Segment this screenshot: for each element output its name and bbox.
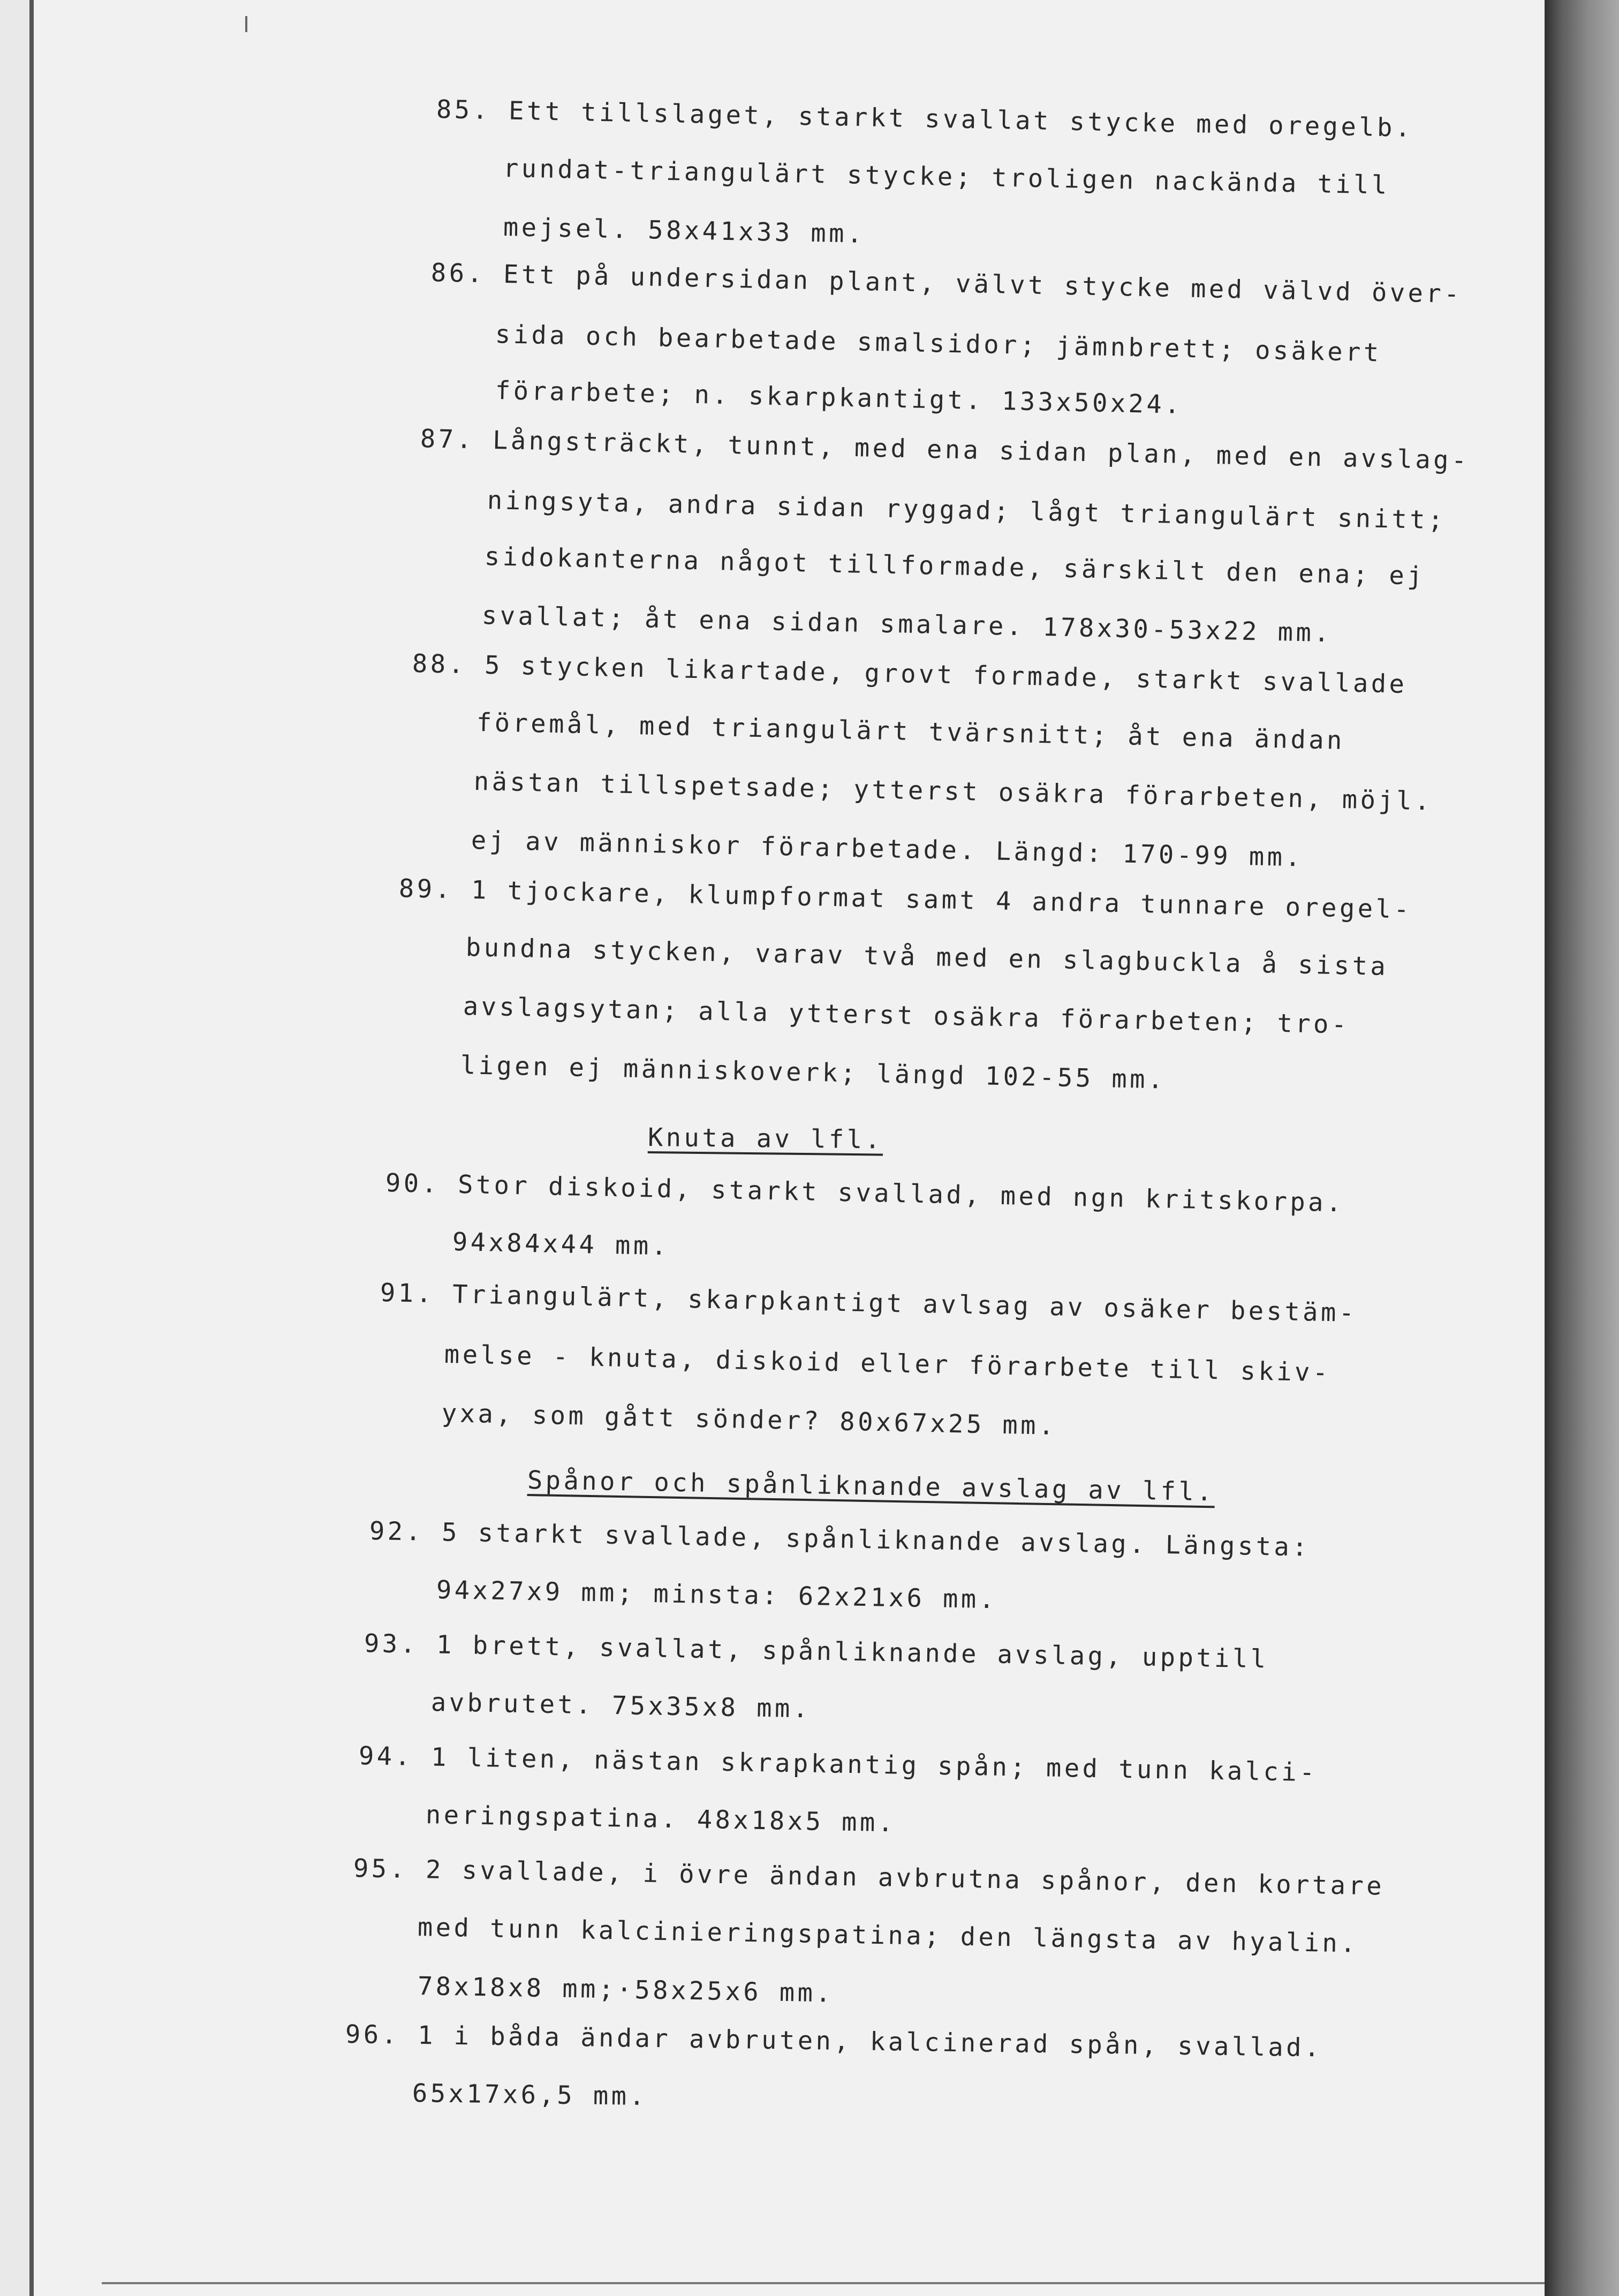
entry-93-line-1: 93. 1 brett, svallat, spånliknande avslag, upptill	[364, 1629, 1269, 1674]
entry-number: 87.	[420, 424, 475, 455]
entry-87-line-1: 87. Långsträckt, tunnt, med ena sidan plan, med en avslag-	[420, 424, 1470, 476]
entry-91-line-1: 91. Triangulärt, skarpkantigt avlsag av osäker bestäm-	[380, 1278, 1358, 1328]
entry-number: 96.	[345, 2020, 400, 2050]
entry-86-line-3: förarbete; n. skarpkantigt. 133x50x24.	[495, 376, 1183, 420]
entry-number: 89.	[398, 874, 453, 905]
entry-95-line-2: med tunn kalcinieringspatina; den längsta av hyalin.	[417, 1913, 1359, 1959]
entry-number: 93.	[364, 1629, 419, 1659]
entry-95-line-3: 78x18x8 mm;·58x25x6 mm.	[417, 1972, 834, 2008]
entry-87-line-4: svallat; åt ena sidan smalare. 178x30-53x22 mm.	[481, 601, 1333, 648]
entry-number: 86.	[430, 258, 486, 289]
entry-94-line-2: neringspatina. 48x18x5 mm.	[425, 1800, 897, 1838]
entry-89-line-1: 89. 1 tjockare, klumpformat samt 4 andra tunnare oregel-	[398, 874, 1412, 925]
entry-87-line-2: ningsyta, andra sidan ryggad; lågt triangulärt snitt;	[487, 486, 1447, 535]
entry-85-line-1: 85. Ett tillslaget, starkt svallat stycke med oregelb.	[436, 95, 1414, 144]
entry-95-line-1: 95. 2 svallade, i övre ändan avbrutna spånor, den kortare	[353, 1854, 1385, 1901]
entry-number: 91.	[380, 1278, 435, 1309]
entry-86-line-2: sida och bearbetade smalsidor; jämnbrett; osäkert	[495, 320, 1382, 368]
entry-91-line-2: melse - knuta, diskoid eller förarbete till skiv-	[444, 1340, 1331, 1388]
entry-92-line-2: 94x27x9 mm; minsta: 62x21x6 mm.	[436, 1575, 998, 1615]
entry-89-line-3: avslagsytan; alla ytterst osäkra förarbeten; tro-	[463, 992, 1350, 1040]
entry-88-line-4: ej av människor förarbetade. Längd: 170-99 mm.	[471, 826, 1304, 873]
section-heading-spanor: Spånor och spånliknande avslag av lfl.	[527, 1466, 1215, 1507]
entry-90-line-1: 90. Stor diskoid, starkt svallad, med ngn kritskorpa.	[385, 1168, 1345, 1218]
entry-88-line-3: nästan tillspetsade; ytterst osäkra förarbeten, möjl.	[473, 767, 1433, 817]
entry-94-line-1: 94. 1 liten, nästan skrapkantig spån; med tunn kalci-	[358, 1741, 1318, 1788]
entry-number: 95.	[353, 1854, 408, 1884]
entry-number: 88.	[412, 649, 467, 680]
entry-number: 85.	[436, 95, 491, 125]
entry-85-line-3: mejsel. 58x41x33 mm.	[503, 213, 866, 249]
entry-86-line-1: 86. Ett på undersidan plant, välvt stycke med välvd över-	[430, 258, 1463, 309]
entry-number: 94.	[358, 1741, 413, 1772]
entry-number: 92.	[369, 1516, 424, 1547]
entry-number: 90.	[385, 1168, 440, 1199]
entry-96-line-1: 96. 1 i båda ändar avbruten, kalcinerad spån, svallad.	[345, 2020, 1323, 2063]
entry-96-line-2: 65x17x6,5 mm.	[412, 2079, 648, 2112]
entry-92-line-1: 92. 5 starkt svallade, spånliknande avslag. Längsta:	[369, 1516, 1311, 1562]
entry-93-line-2: avbrutet. 75x35x8 mm.	[430, 1688, 812, 1724]
entry-88-line-1: 88. 5 stycken likartade, grovt formade, starkt svallade	[412, 649, 1408, 699]
entry-89-line-4: ligen ej människoverk; längd 102-55 mm.	[460, 1051, 1167, 1095]
entry-88-line-2: föremål, med triangulärt tvärsnitt; åt ena ändan	[476, 708, 1345, 756]
entry-91-line-3: yxa, som gått sönder? 80x67x25 mm.	[441, 1399, 1057, 1441]
scan-shadow	[1545, 0, 1619, 2296]
entry-89-line-2: bundna stycken, varav två med en slagbuckla å sista	[465, 933, 1389, 982]
entry-90-line-2: 94x84x44 mm.	[452, 1227, 670, 1262]
entry-87-line-3: sidokanterna något tillformade, särskilt den ena; ej	[484, 542, 1426, 591]
entry-85-line-2: rundat-triangulärt stycke; troligen nackända till	[503, 154, 1390, 200]
section-heading-knuta: Knuta av lfl.	[647, 1123, 883, 1155]
